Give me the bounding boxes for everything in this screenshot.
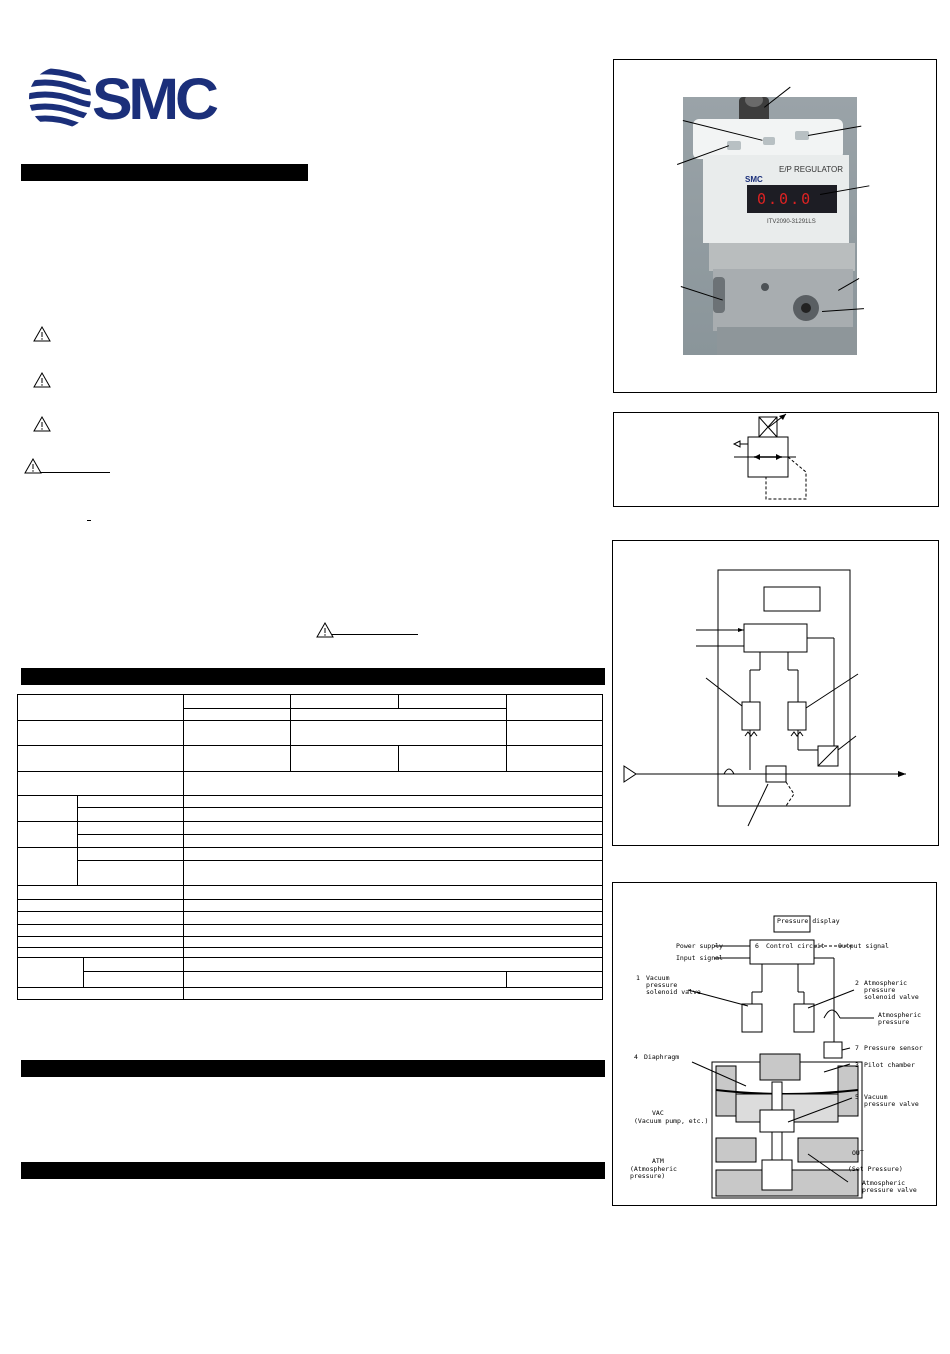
warning-icon [316,622,334,638]
label-pilot-num: 3 [855,1061,859,1069]
label-sensor: Pressure sensor [864,1044,923,1052]
in-port [713,277,725,313]
section-header-bar [21,164,308,181]
section-header-bar [21,1162,605,1179]
label-diaphragm-num: 4 [634,1053,638,1061]
product-photo [683,97,857,355]
label-atm-solenoid: Atmospheric pressure solenoid valve [864,979,919,1001]
label-atm-valve: Atmospheric pressure valve [862,1179,917,1194]
section-header-bar [21,1060,605,1077]
photo-regulator: E/P REGULATOR [779,165,844,174]
label-vac-solenoid: Vacuum pressure solenoid valve [646,974,701,996]
label-vac: VAC [652,1109,664,1117]
photo-model: ITV2090-31291LS [767,219,816,225]
label-atm-solenoid-num: 2 [855,979,859,987]
specification-table [17,694,603,1000]
label-atm: ATM [652,1157,664,1165]
label-vac-sub: (Vacuum pump, etc.) [634,1117,709,1125]
smc-globe-icon [28,64,92,132]
label-pressure-display: Pressure display [777,917,840,925]
label-vac-valve: Vacuum pressure valve [864,1093,919,1108]
warning-icon [33,372,51,388]
display-value: 0.0.0 [757,190,813,208]
button[interactable] [795,131,809,140]
label-sensor-num: 7 [855,1044,859,1052]
label-atm-pressure: Atmospheric pressure [878,1011,922,1026]
label-control-circuit-num: 6 [755,942,759,950]
section-header-bar [21,668,605,685]
block-diagram [612,540,939,846]
label-vac-solenoid-num: 1 [636,974,640,982]
underline [87,520,91,521]
regulator-symbol [726,412,816,507]
label-atm-sub: (Atmospheric pressure) [630,1165,677,1180]
label-output-signal: Output signal [838,942,889,950]
body-base [713,269,853,331]
smc-logo [28,64,228,132]
photo-brand: SMC [745,175,763,184]
label-input-signal: Input signal [676,954,723,962]
warning-icon [33,326,51,342]
label-power-supply: Power supply [676,942,723,950]
button[interactable] [763,137,775,145]
label-vac-valve-num: 5 [855,1093,859,1101]
label-pilot: Pilot chamber [864,1061,915,1069]
label-out: OUT [852,1149,864,1157]
brand-name: SMC [92,67,215,132]
underline [332,634,418,635]
label-diaphragm: Diaphragm [644,1053,680,1061]
warning-icon [33,416,51,432]
label-control-circuit: Control circuit [766,942,825,950]
underline [40,472,110,473]
label-out-sub: (Set Pressure) [848,1165,903,1173]
